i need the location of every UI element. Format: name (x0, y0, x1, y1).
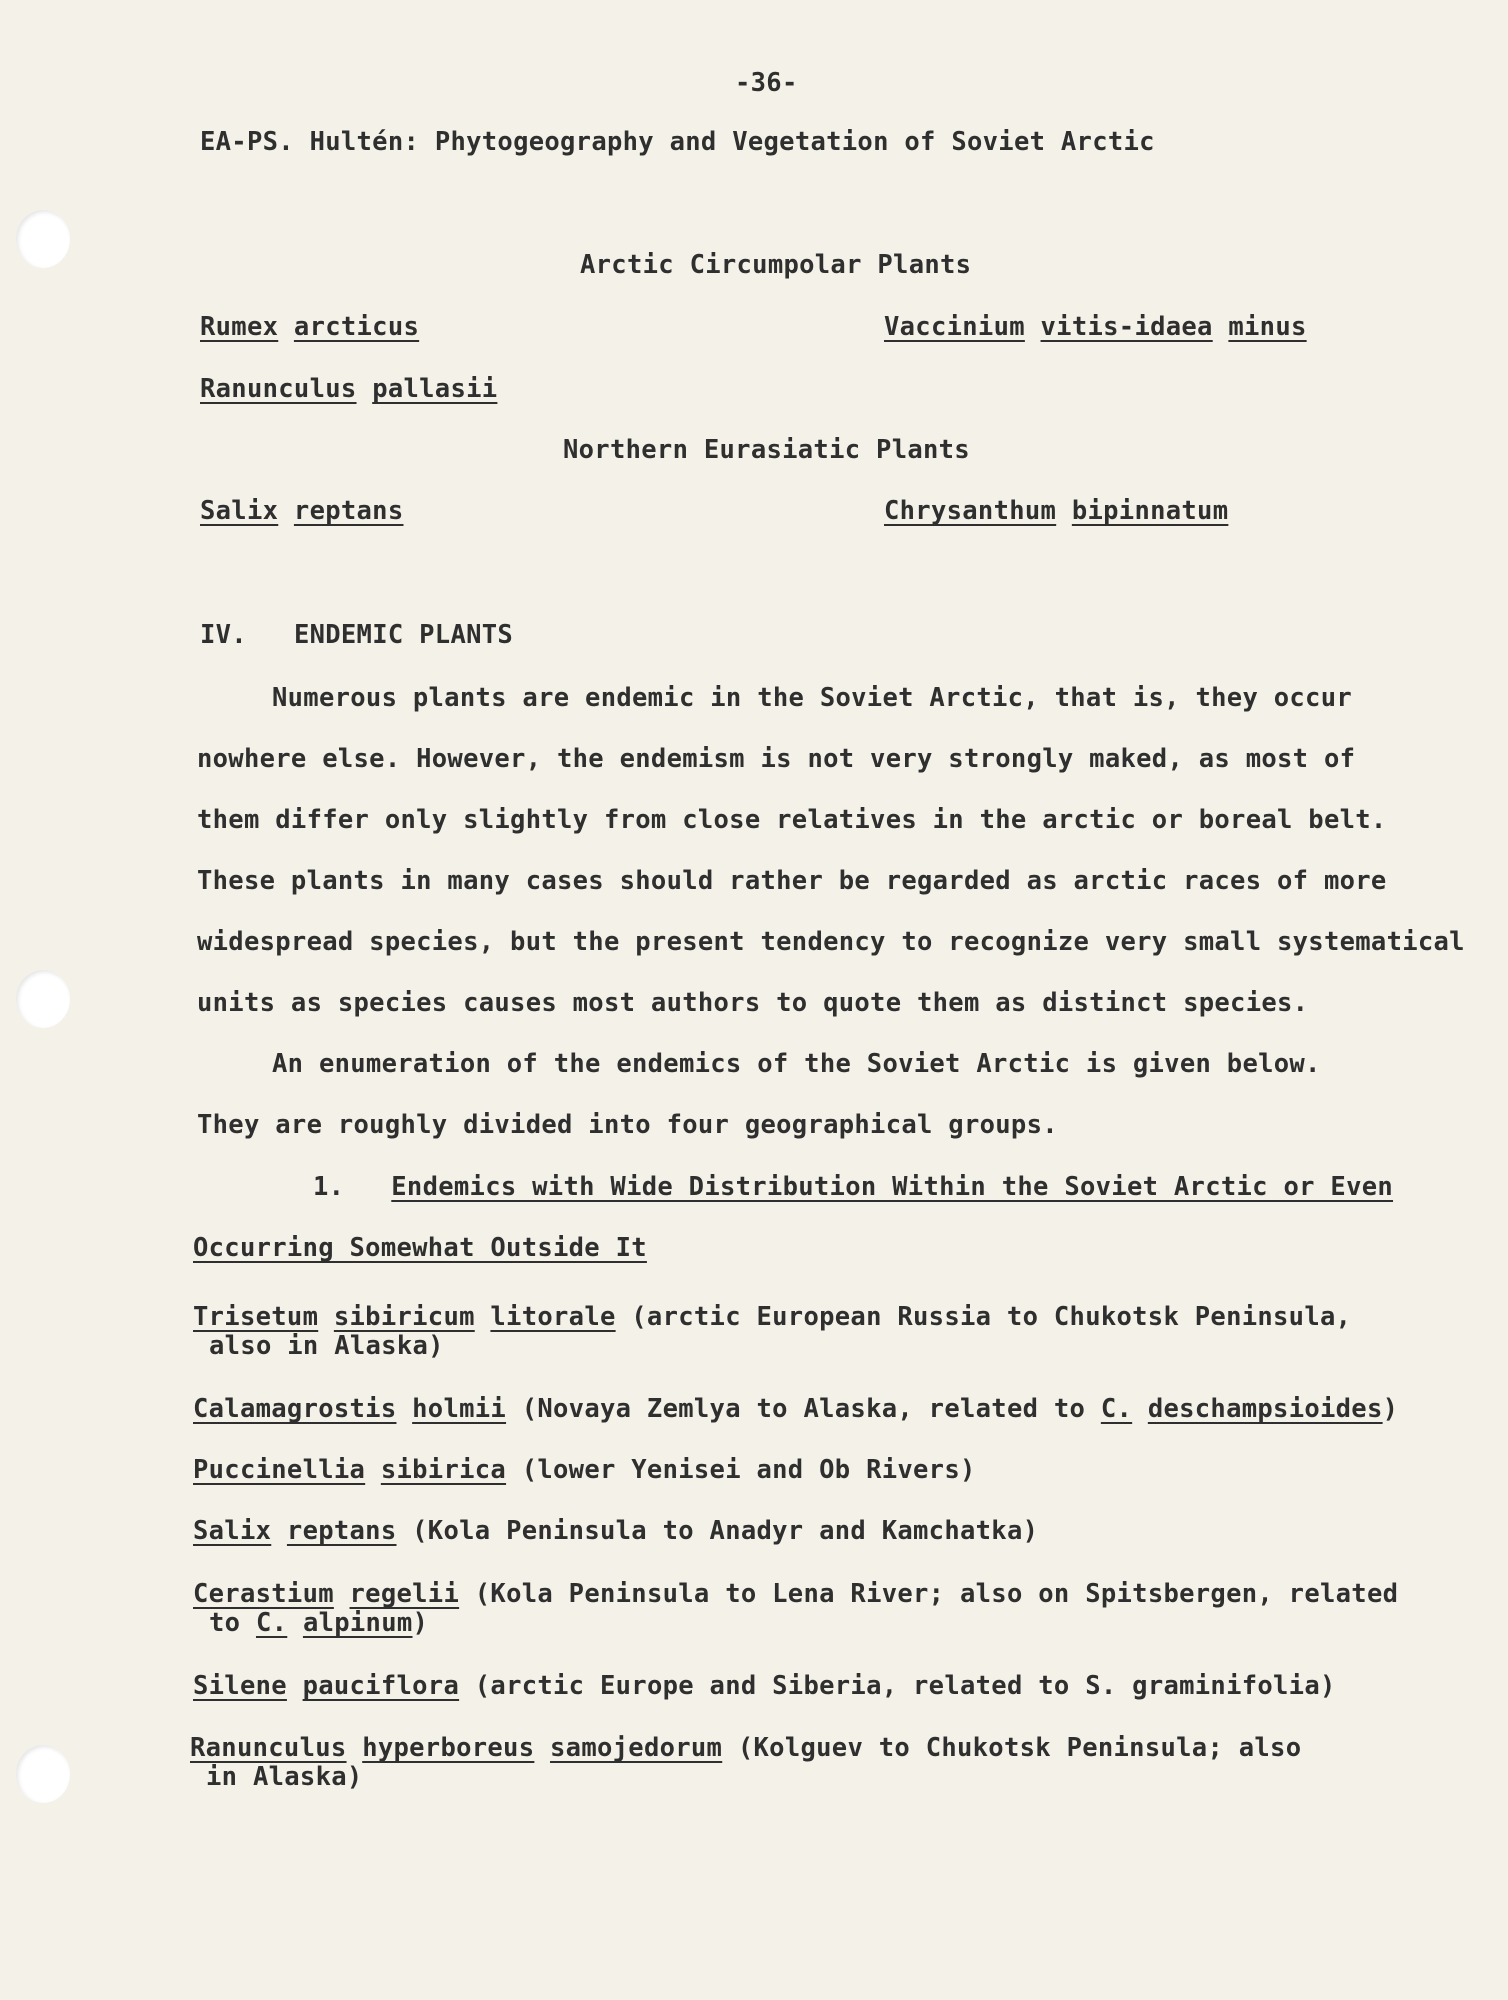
species-genus: Cerastium (193, 1579, 334, 1609)
species-genus: Vaccinium (884, 312, 1025, 342)
species-genus: Salix (200, 496, 279, 526)
species-note-cont: also in Alaska) (209, 1331, 444, 1361)
species-entry (193, 1516, 1038, 1546)
species-ref-epithet: alpinum (302, 1608, 413, 1638)
arctic-circumpolar-heading: Arctic Circumpolar Plants (580, 250, 972, 280)
species-genus: Ranunculus (190, 1733, 347, 1763)
species-ref-genus: C. (255, 1608, 288, 1638)
northern-eurasiatic-heading: Northern Eurasiatic Plants (563, 435, 970, 465)
species-entry (190, 1734, 1301, 1792)
species-genus: Calamagrostis (193, 1394, 397, 1424)
species-epithet: pauciflora (302, 1671, 460, 1701)
species-entry (193, 1303, 1351, 1361)
species-entry (884, 496, 1228, 526)
paragraph-line: Numerous plants are endemic in the Soviet Arctic, that is, they occur (272, 683, 1353, 713)
species-genus: Trisetum (193, 1302, 319, 1332)
paragraph-line: nowhere else. However, the endemism is not very strongly maked, as most of (197, 744, 1356, 774)
page-number: -36- (735, 68, 798, 98)
species-epithet: regelii (349, 1579, 460, 1609)
species-note-close: ) (1382, 1394, 1399, 1424)
species-genus: Salix (193, 1516, 272, 1546)
species-entry (193, 1671, 1336, 1701)
species-variety: samojedorum (550, 1733, 723, 1763)
species-entry (200, 496, 404, 526)
species-epithet: hyperboreus (362, 1733, 535, 1763)
species-entry (884, 312, 1307, 342)
species-note: (Kola Peninsula to Lena River; also on Spitsbergen, related (474, 1579, 1399, 1609)
running-head (200, 127, 1155, 157)
paragraph-line: These plants in many cases should rather be regarded as arctic races of more (197, 866, 1387, 896)
species-genus: Silene (193, 1671, 287, 1701)
section-title: ENDEMIC PLANTS (293, 620, 514, 650)
species-note: (lower Yenisei and Ob Rivers) (521, 1455, 976, 1485)
species-epithet: reptans (286, 1516, 397, 1546)
running-head-title: Phytogeography and Vegetation of Soviet Arctic (434, 127, 1155, 157)
section-numeral: IV. (200, 620, 247, 650)
species-genus: Puccinellia (193, 1455, 366, 1485)
running-head-author: Hultén: (309, 127, 420, 157)
species-note-to: to (209, 1608, 241, 1638)
species-entry (193, 1455, 976, 1485)
species-variety: litorale (490, 1302, 616, 1332)
paragraph-line: They are roughly divided into four geographical groups. (197, 1110, 1058, 1140)
paragraph-line: units as species causes most authors to quote them as distinct species. (197, 988, 1309, 1018)
species-epithet: arcticus (293, 312, 420, 342)
section-heading (200, 620, 513, 650)
species-entry (200, 374, 497, 404)
group-heading (313, 1172, 1393, 1202)
species-note: (arctic European Russia to Chukotsk Peninsula, (631, 1302, 1352, 1332)
group-number: 1. (313, 1172, 345, 1202)
species-entry (193, 1580, 1398, 1638)
species-note-close: ) (412, 1608, 429, 1638)
group-title: Occurring Somewhat Outside It (193, 1233, 647, 1263)
species-note: (Novaya Zemlya to Alaska, related to (521, 1394, 1086, 1424)
species-epithet: vitis-idaea (1040, 312, 1213, 342)
species-genus: Ranunculus (200, 374, 357, 404)
species-ref-genus: C. (1100, 1394, 1133, 1424)
species-ref-epithet: deschampsioides (1147, 1394, 1383, 1424)
species-entry (193, 1394, 1398, 1424)
species-note: (Kolguev to Chukotsk Peninsula; also (737, 1733, 1302, 1763)
running-head-code: EA-PS. (200, 127, 294, 157)
species-epithet: bipinnatum (1071, 496, 1229, 526)
species-note: (Kola Peninsula to Anadyr and Kamchatka) (412, 1516, 1039, 1546)
species-epithet: sibirica (380, 1455, 507, 1485)
paragraph-line: An enumeration of the endemics of the Soviet Arctic is given below. (272, 1049, 1321, 1079)
punch-hole (16, 970, 70, 1028)
group-title: Endemics with Wide Distribution Within the Soviet Arctic or Even (391, 1172, 1394, 1202)
species-note-cont: in Alaska) (206, 1762, 363, 1792)
species-entry (200, 312, 419, 342)
species-variety: minus (1228, 312, 1307, 342)
species-genus: Rumex (200, 312, 279, 342)
group-heading-cont (193, 1233, 647, 1263)
punch-hole (16, 1745, 70, 1803)
species-note-cont (193, 1609, 1398, 1638)
species-genus: Chrysanthum (884, 496, 1057, 526)
species-note: (arctic Europe and Siberia, related to S. graminifolia) (474, 1671, 1336, 1701)
species-epithet: holmii (412, 1394, 507, 1424)
species-epithet: sibiricum (333, 1302, 475, 1332)
species-epithet: reptans (293, 496, 404, 526)
paragraph-line: them differ only slightly from close relatives in the arctic or boreal belt. (197, 805, 1387, 835)
paragraph-line: widespread species, but the present tendency to recognize very small systematical (197, 927, 1465, 957)
punch-hole (16, 210, 70, 268)
species-epithet: pallasii (372, 374, 498, 404)
